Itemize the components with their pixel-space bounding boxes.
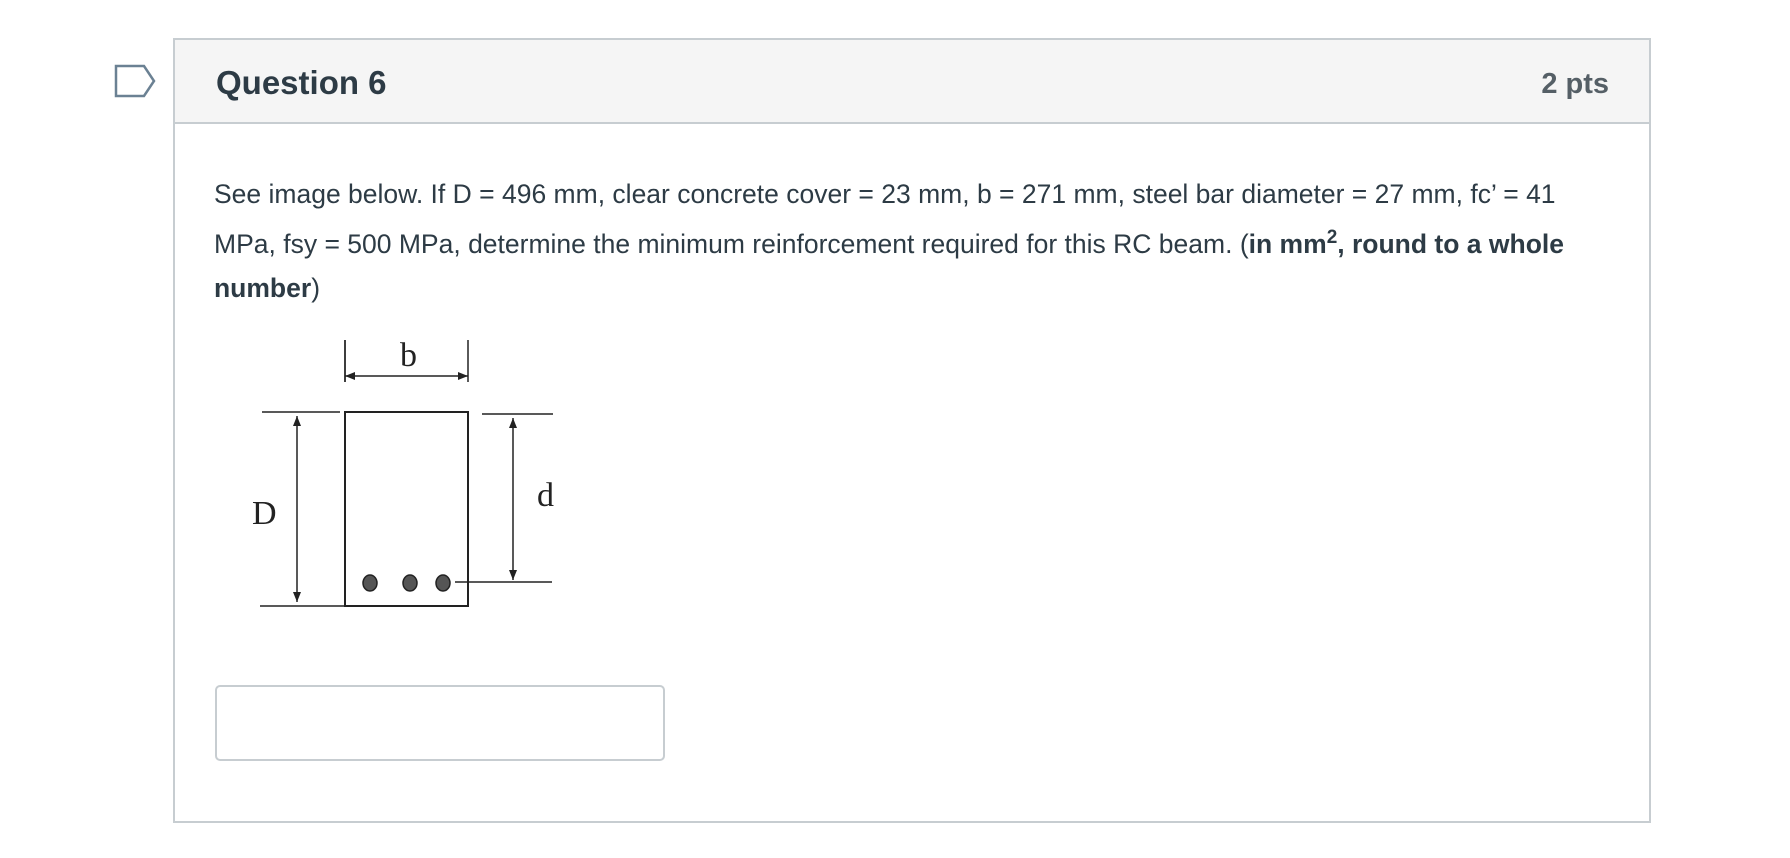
question-header [175,40,1649,124]
question-text-part1: See image below. If D = 496 mm, clear concrete cover = 23 mm, b = 271 mm, steel bar diameter = 27 mm, fc’ = 41 MPa, fsy = 500 MPa, determine the minimum reinforcement required for this RC beam. ( [214,179,1556,259]
question-points: 2 pts [1541,68,1609,100]
question-text-part2: ) [311,272,321,303]
question-text-bold2: , round to a whole number [214,228,1564,303]
rebar-3 [436,575,450,591]
rebar-2 [403,575,417,591]
label-d: d [537,477,554,514]
question-title: Question 6 [216,64,387,101]
question-body [214,172,1614,310]
bookmark-flag-icon[interactable] [114,64,158,98]
rebar-1 [363,575,377,591]
question-text [214,172,1614,310]
beam-cross-section-diagram [250,340,570,620]
label-D: D [252,495,277,532]
label-b: b [400,340,417,374]
question-text-bold1: in mm [1248,228,1327,259]
answer-input[interactable] [215,685,665,761]
question-text-superscript: 2 [1326,227,1338,248]
